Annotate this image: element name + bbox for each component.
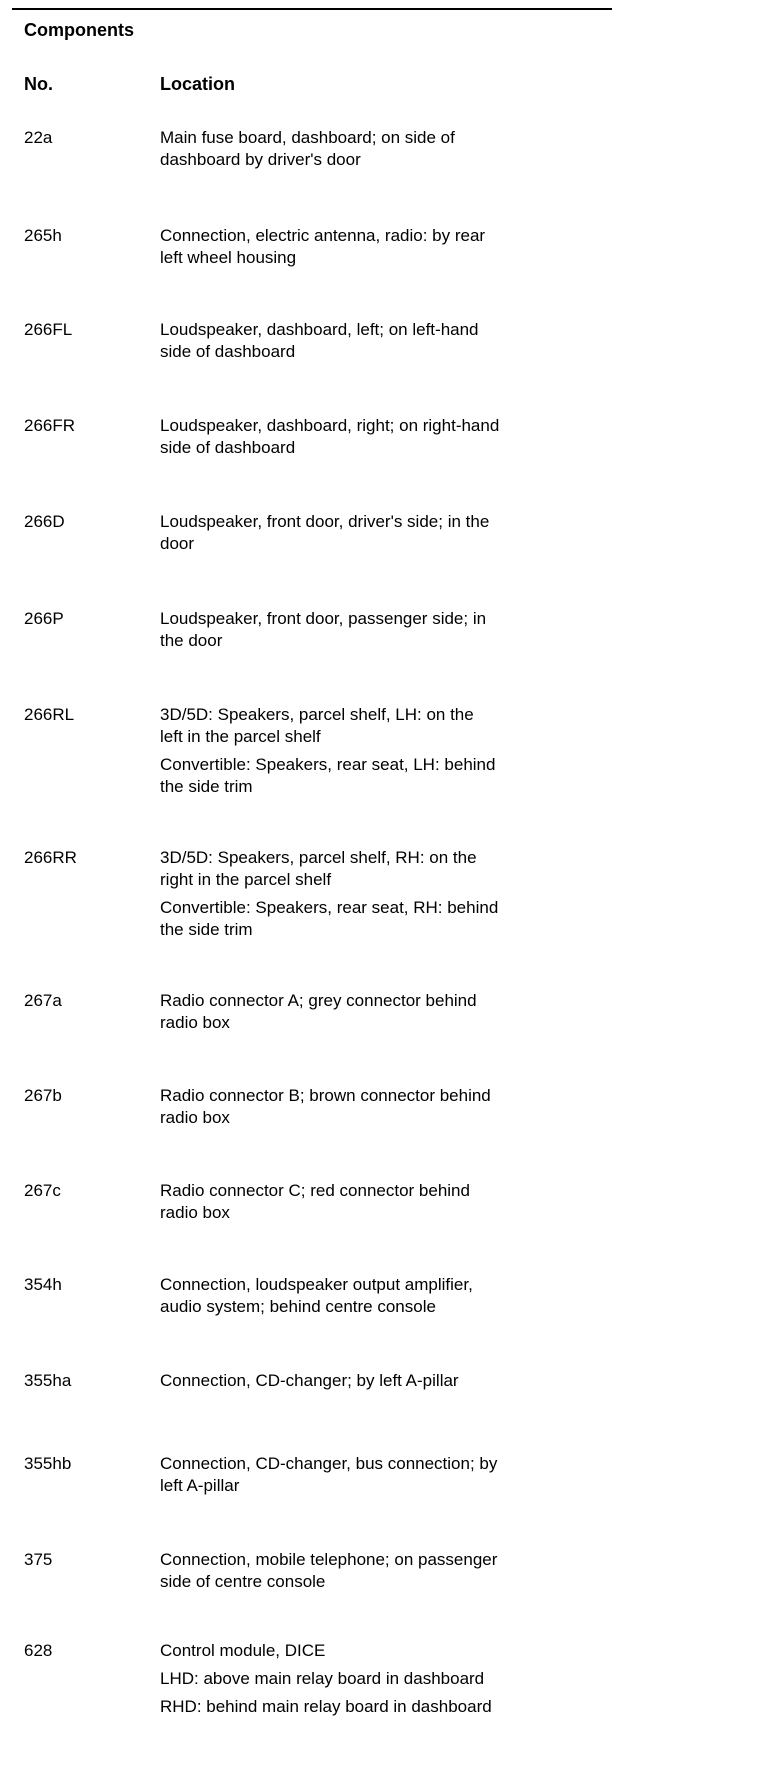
- location-line: Connection, mobile telephone; on passenger: [160, 1550, 498, 1569]
- location-line: left A-pillar: [160, 1476, 240, 1495]
- location-paragraph: [160, 127, 610, 171]
- component-location: [160, 1453, 610, 1497]
- column-header-no: No.: [24, 74, 53, 94]
- component-location: [160, 990, 610, 1034]
- location-paragraph: [160, 1549, 610, 1593]
- location-paragraph: [160, 1668, 610, 1690]
- location-line: side of dashboard: [160, 342, 296, 361]
- location-line: Connection, electric antenna, radio: by rear: [160, 226, 486, 245]
- location-line: Connection, loudspeaker output amplifier,: [160, 1275, 473, 1294]
- component-number: 628: [24, 1641, 53, 1660]
- location-line: dashboard by driver's door: [160, 150, 361, 169]
- location-paragraph: [160, 608, 610, 652]
- component-number: 354h: [24, 1275, 62, 1294]
- component-location: [160, 415, 610, 459]
- location-paragraph: [160, 225, 610, 269]
- component-number: 267b: [24, 1086, 62, 1105]
- location-line: Convertible: Speakers, rear seat, RH: behind: [160, 898, 499, 917]
- location-line: left in the parcel shelf: [160, 727, 321, 746]
- component-location: [160, 225, 610, 269]
- component-location: [160, 847, 610, 941]
- location-line: audio system; behind centre console: [160, 1297, 436, 1316]
- location-line: side of dashboard: [160, 438, 296, 457]
- location-line: Control module, DICE: [160, 1641, 326, 1660]
- component-location: [160, 1640, 610, 1718]
- location-line: left wheel housing: [160, 248, 297, 267]
- location-line: the side trim: [160, 777, 253, 796]
- location-line: Radio connector B; brown connector behind: [160, 1086, 491, 1105]
- location-paragraph: [160, 990, 610, 1034]
- component-location: [160, 511, 610, 555]
- location-paragraph: [160, 1085, 610, 1129]
- location-paragraph: [160, 1274, 610, 1318]
- location-line: Loudspeaker, front door, passenger side; in: [160, 609, 487, 628]
- location-paragraph: [160, 319, 610, 363]
- location-line: Loudspeaker, dashboard, left; on left-hand: [160, 320, 479, 339]
- top-rule: [12, 8, 612, 10]
- location-line: radio box: [160, 1013, 230, 1032]
- location-line: Loudspeaker, front door, driver's side; in the: [160, 512, 490, 531]
- location-line: radio box: [160, 1108, 230, 1127]
- location-paragraph: [160, 897, 610, 941]
- location-line: Radio connector C; red connector behind: [160, 1181, 470, 1200]
- location-line: 3D/5D: Speakers, parcel shelf, LH: on the: [160, 705, 474, 724]
- location-paragraph: [160, 511, 610, 555]
- component-number: 266FL: [24, 320, 73, 339]
- component-number: 22a: [24, 128, 53, 147]
- location-paragraph: [160, 415, 610, 459]
- location-line: RHD: behind main relay board in dashboard: [160, 1697, 492, 1716]
- location-line: door: [160, 534, 195, 553]
- location-line: LHD: above main relay board in dashboard: [160, 1669, 485, 1688]
- location-paragraph: [160, 1640, 610, 1662]
- location-line: 3D/5D: Speakers, parcel shelf, RH: on the: [160, 848, 477, 867]
- location-paragraph: [160, 1370, 610, 1392]
- component-location: [160, 319, 610, 363]
- location-line: the door: [160, 631, 223, 650]
- section-heading: Components: [24, 20, 134, 40]
- column-header-location: Location: [160, 74, 235, 94]
- location-line: Main fuse board, dashboard; on side of: [160, 128, 455, 147]
- location-line: Connection, CD-changer; by left A-pillar: [160, 1371, 459, 1390]
- location-paragraph: [160, 1696, 610, 1718]
- component-location: [160, 608, 610, 652]
- component-number: 266RR: [24, 848, 77, 867]
- location-paragraph: [160, 704, 610, 748]
- location-paragraph: [160, 847, 610, 891]
- component-number: 266P: [24, 609, 64, 628]
- location-line: right in the parcel shelf: [160, 870, 332, 889]
- component-location: [160, 704, 610, 798]
- component-number: 267c: [24, 1181, 61, 1200]
- location-paragraph: [160, 1180, 610, 1224]
- component-location: [160, 1085, 610, 1129]
- location-line: Loudspeaker, dashboard, right; on right-hand: [160, 416, 500, 435]
- component-location: [160, 1274, 610, 1318]
- location-line: Convertible: Speakers, rear seat, LH: behind: [160, 755, 496, 774]
- component-number: 267a: [24, 991, 62, 1010]
- location-line: side of centre console: [160, 1572, 326, 1591]
- component-location: [160, 1549, 610, 1593]
- location-line: Radio connector A; grey connector behind: [160, 991, 477, 1010]
- location-paragraph: [160, 1453, 610, 1497]
- component-number: 375: [24, 1550, 53, 1569]
- component-location: [160, 1180, 610, 1224]
- location-paragraph: [160, 754, 610, 798]
- component-location: [160, 1370, 610, 1392]
- component-number: 266D: [24, 512, 65, 531]
- component-number: 265h: [24, 226, 62, 245]
- component-number: 355hb: [24, 1454, 72, 1473]
- component-number: 266FR: [24, 416, 76, 435]
- component-number: 266RL: [24, 705, 75, 724]
- location-line: Connection, CD-changer, bus connection; by: [160, 1454, 498, 1473]
- location-line: radio box: [160, 1203, 230, 1222]
- location-line: the side trim: [160, 920, 253, 939]
- component-number: 355ha: [24, 1371, 72, 1390]
- component-location: [160, 127, 610, 171]
